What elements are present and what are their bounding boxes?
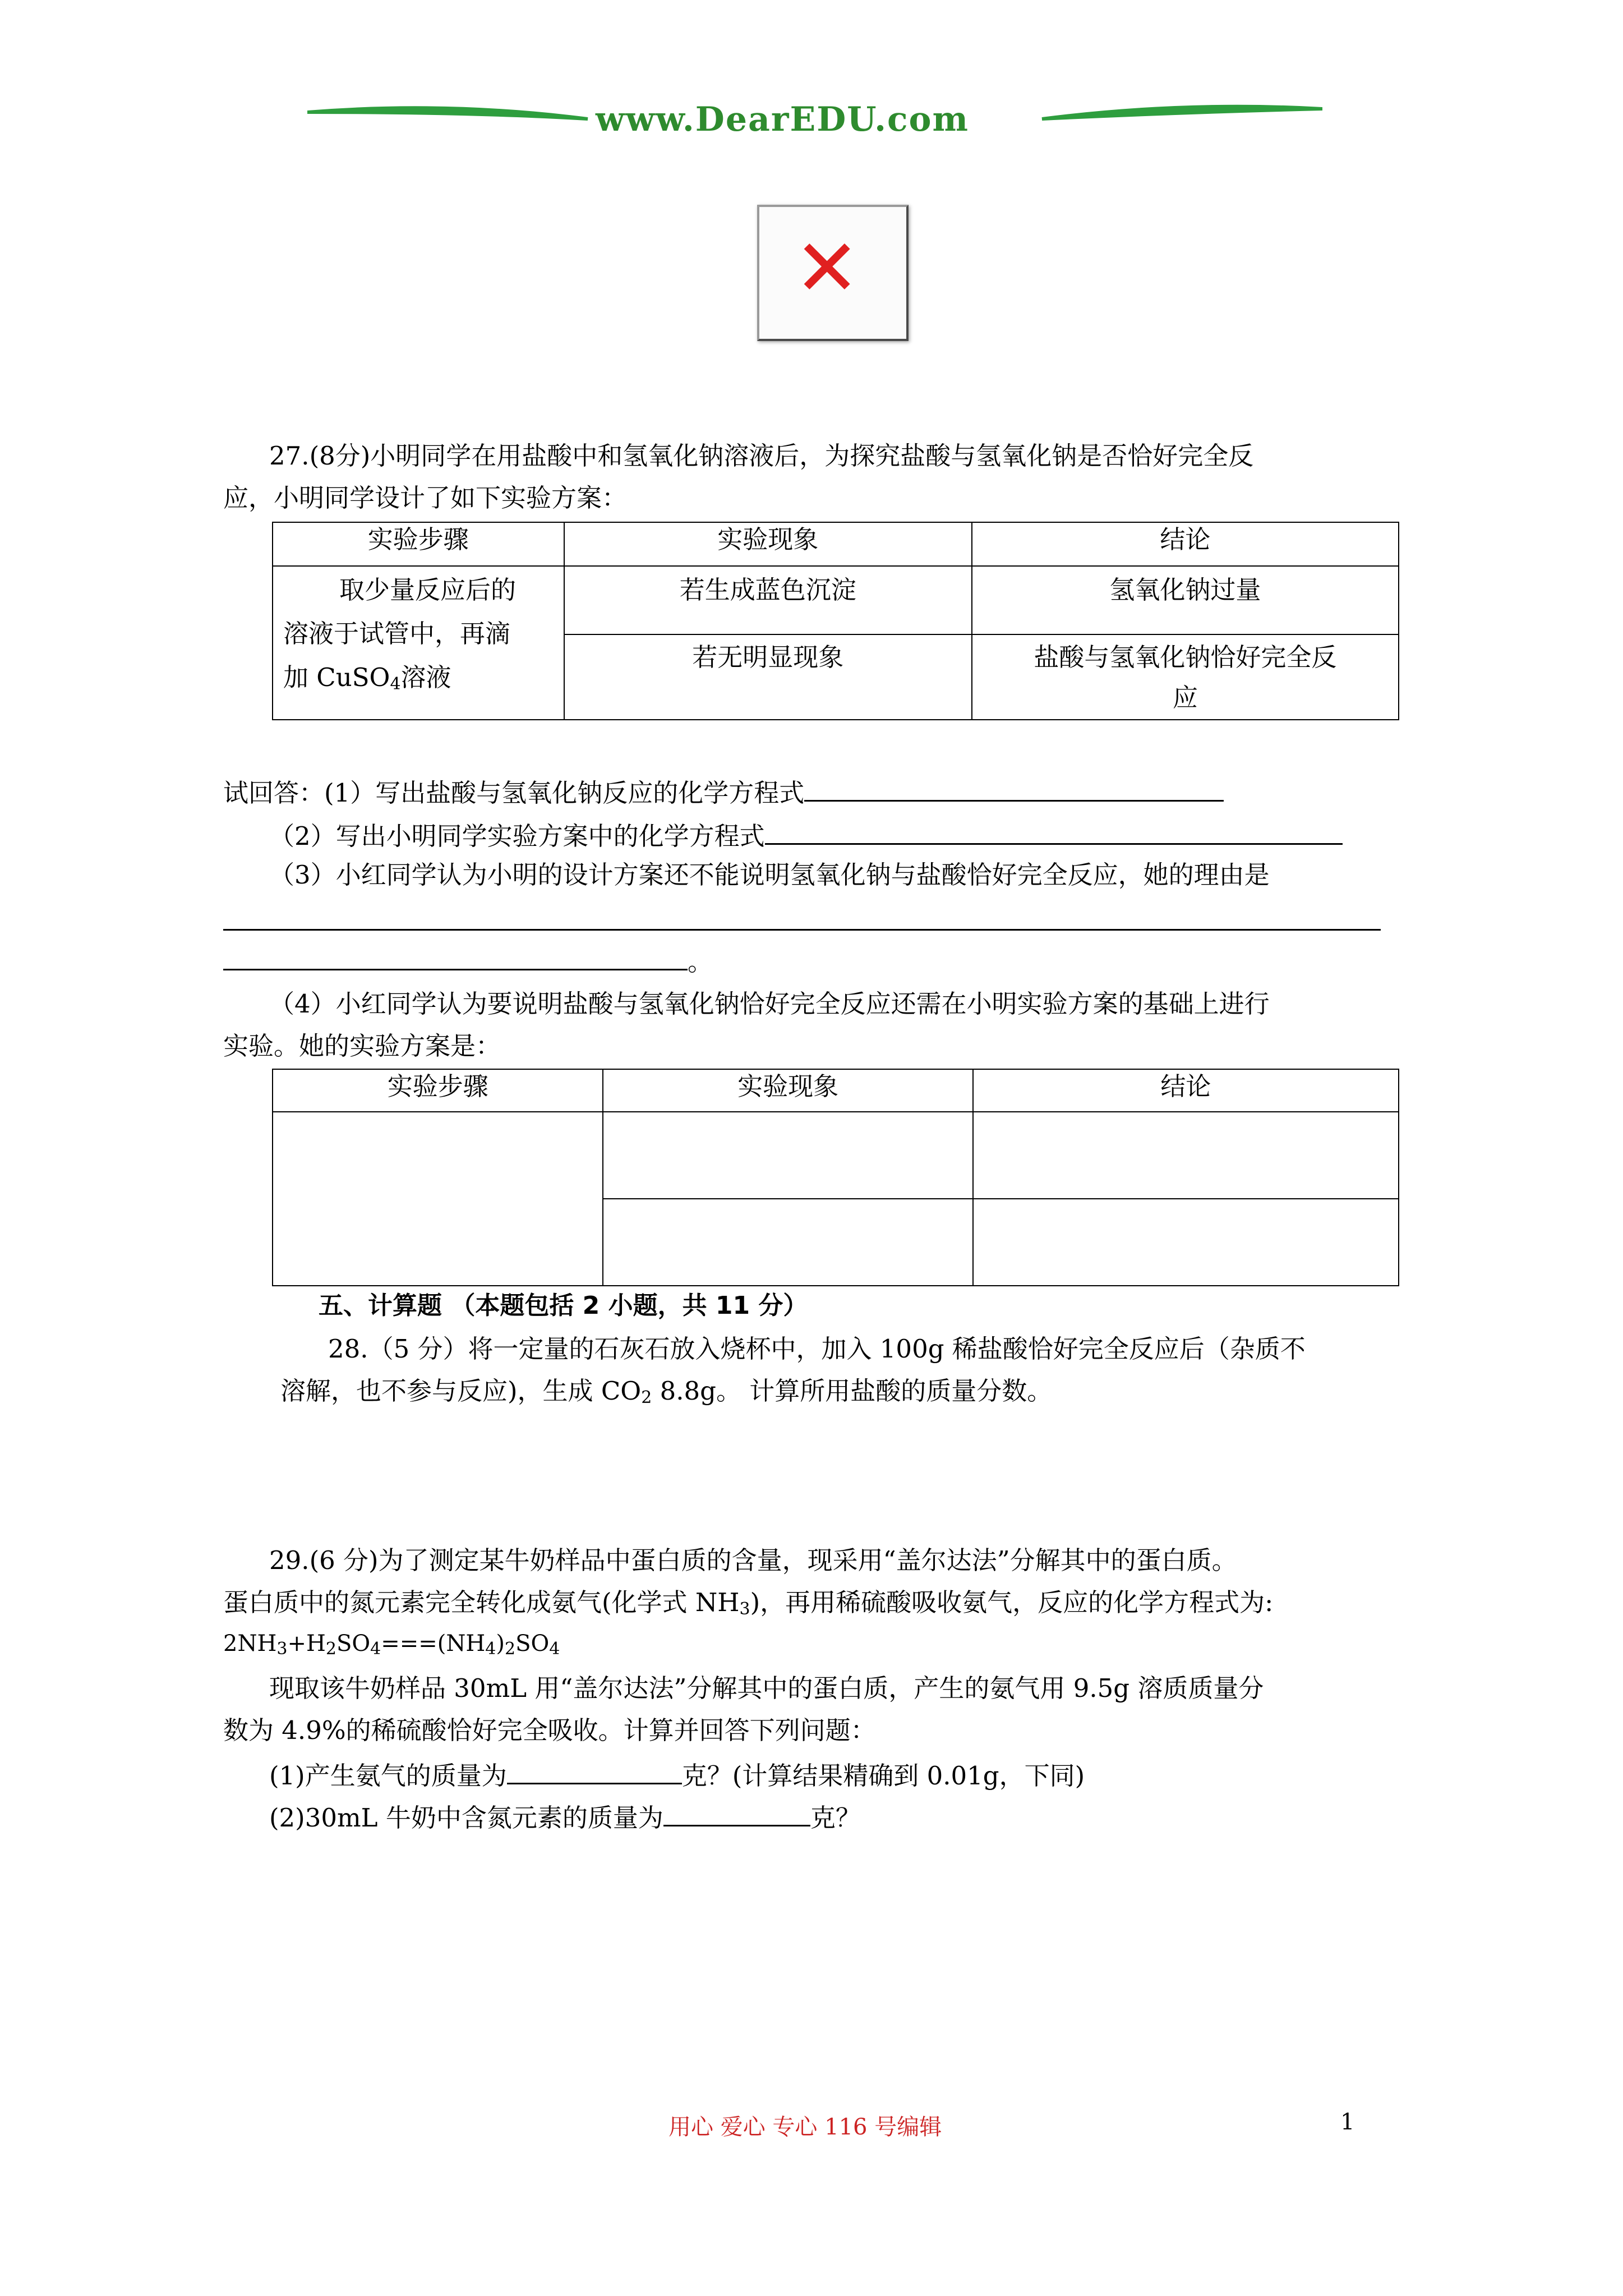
q29-line2: 蛋白质中的氮元素完全转化成氨气(化学式 $NH_3$)，再用稀硫酸吸收氨气，反应的化学方程式为: [223,1588,1274,1619]
q29-question2: (2)30mL 牛奶中含氮元素的质量为 克？ [269,1798,861,1835]
page-number: 1 [1340,2109,1355,2135]
q29-line4: 数为 4.9%的稀硫酸恰好完全吸收。计算并回答下列问题： [223,1715,876,1745]
q27-question3: （3）小红同学认为小明的设计方案还不能说明氢氧化钠与盐酸恰好完全反应，她的理由是 [269,860,1270,890]
step-line3: 加 CuSO$_4$溶液 [283,662,451,694]
table2-step-input[interactable] [273,1112,603,1286]
q28-line1: 28.（5 分）将一定量的石灰石放入烧杯中，加入 100g 稀盐酸恰好完全反应后（杂质不 [328,1334,1306,1364]
table2-header-phenomenon: 实验现象 [603,1069,972,1112]
table1-header-phenomenon: 实验现象 [564,522,972,566]
broken-image-icon: ✕ [757,205,909,341]
section5-title: 五、计算题 （本题包括 2 小题，共 11 分） [319,1291,808,1320]
q29-line3: 现取该牛奶样品 30mL 用“盖尔达法”分解其中的蛋白质，产生的氨气用 9.5g 溶质质量分 [269,1673,1264,1703]
table1-header-step: 实验步骤 [273,522,564,566]
q27-question4-line2: 实验。她的实验方案是： [223,1031,501,1061]
answer1-blank[interactable] [804,773,1224,802]
answer3-blank-line1[interactable] [223,929,1381,931]
q27-question4-line1: （4）小红同学认为要说明盐酸与氢氧化钠恰好完全反应还需在小明实验方案的基础上进行 [269,989,1270,1019]
table1-step-cell [273,566,564,720]
q27-answer-intro: 试回答：(1）写出盐酸与氢氧化钠反应的化学方程式 [223,773,1224,810]
table2-row2-phenomenon-input[interactable] [603,1199,972,1286]
q27-intro-line2: 应，小明同学设计了如下实验方案： [223,483,628,513]
table2-row1-conclusion-input[interactable] [973,1112,1399,1199]
footer-note: 用心 爱心 专心 116 号编辑 [668,2114,942,2140]
q29-equation: $2NH_3+H_2SO_4===(NH_4)_2SO_4$ [223,1631,560,1659]
table2-row2-conclusion-input[interactable] [973,1199,1399,1286]
answer3-blank-line2[interactable] [223,969,688,970]
table2-header-conclusion: 结论 [973,1069,1399,1112]
table2-header-step: 实验步骤 [273,1069,603,1112]
table1-row1-phenomenon: 若生成蓝色沉淀 [564,566,972,634]
q27-question2: （2）写出小明同学实验方案中的化学方程式 [269,816,1343,853]
q29-answer2-blank[interactable] [663,1798,810,1826]
q27-intro-line1: 27.(8分)小明同学在用盐酸中和氢氧化钠溶液后，为探究盐酸与氢氧化钠是否恰好完全反 [269,441,1254,471]
table1-header-conclusion: 结论 [972,522,1399,566]
q29-line1: 29.(6 分)为了测定某牛奶样品中蛋白质的含量，现采用“盖尔达法”分解其中的蛋白质。 [269,1545,1237,1575]
site-banner-text[interactable]: www.DearEDU.com [596,100,970,139]
q29-question1: (1)产生氨气的质量为 克？(计算结果精确到 0.01g，下同) [269,1756,1085,1793]
experiment-table-1 [272,522,1399,720]
table1-row2-conclusion: 盐酸与氢氧化钠恰好完全反 应 [972,634,1399,720]
step-line2: 溶液于试管中，再滴 [283,619,511,648]
q27-question3-end: 。 [688,947,713,977]
table1-row1-conclusion: 氢氧化钠过量 [972,566,1399,634]
table2-row1-phenomenon-input[interactable] [603,1112,972,1199]
answer2-blank[interactable] [765,816,1343,845]
q28-line2: 溶解，也不参与反应)，生成 $CO_2$ 8.8g。 计算所用盐酸的质量分数。 [280,1376,1053,1407]
q29-answer1-blank[interactable] [507,1756,682,1784]
step-line1: 取少量反应后的 [339,575,517,605]
table1-row2-phenomenon: 若无明显现象 [564,634,972,720]
experiment-table-2 [272,1069,1399,1286]
